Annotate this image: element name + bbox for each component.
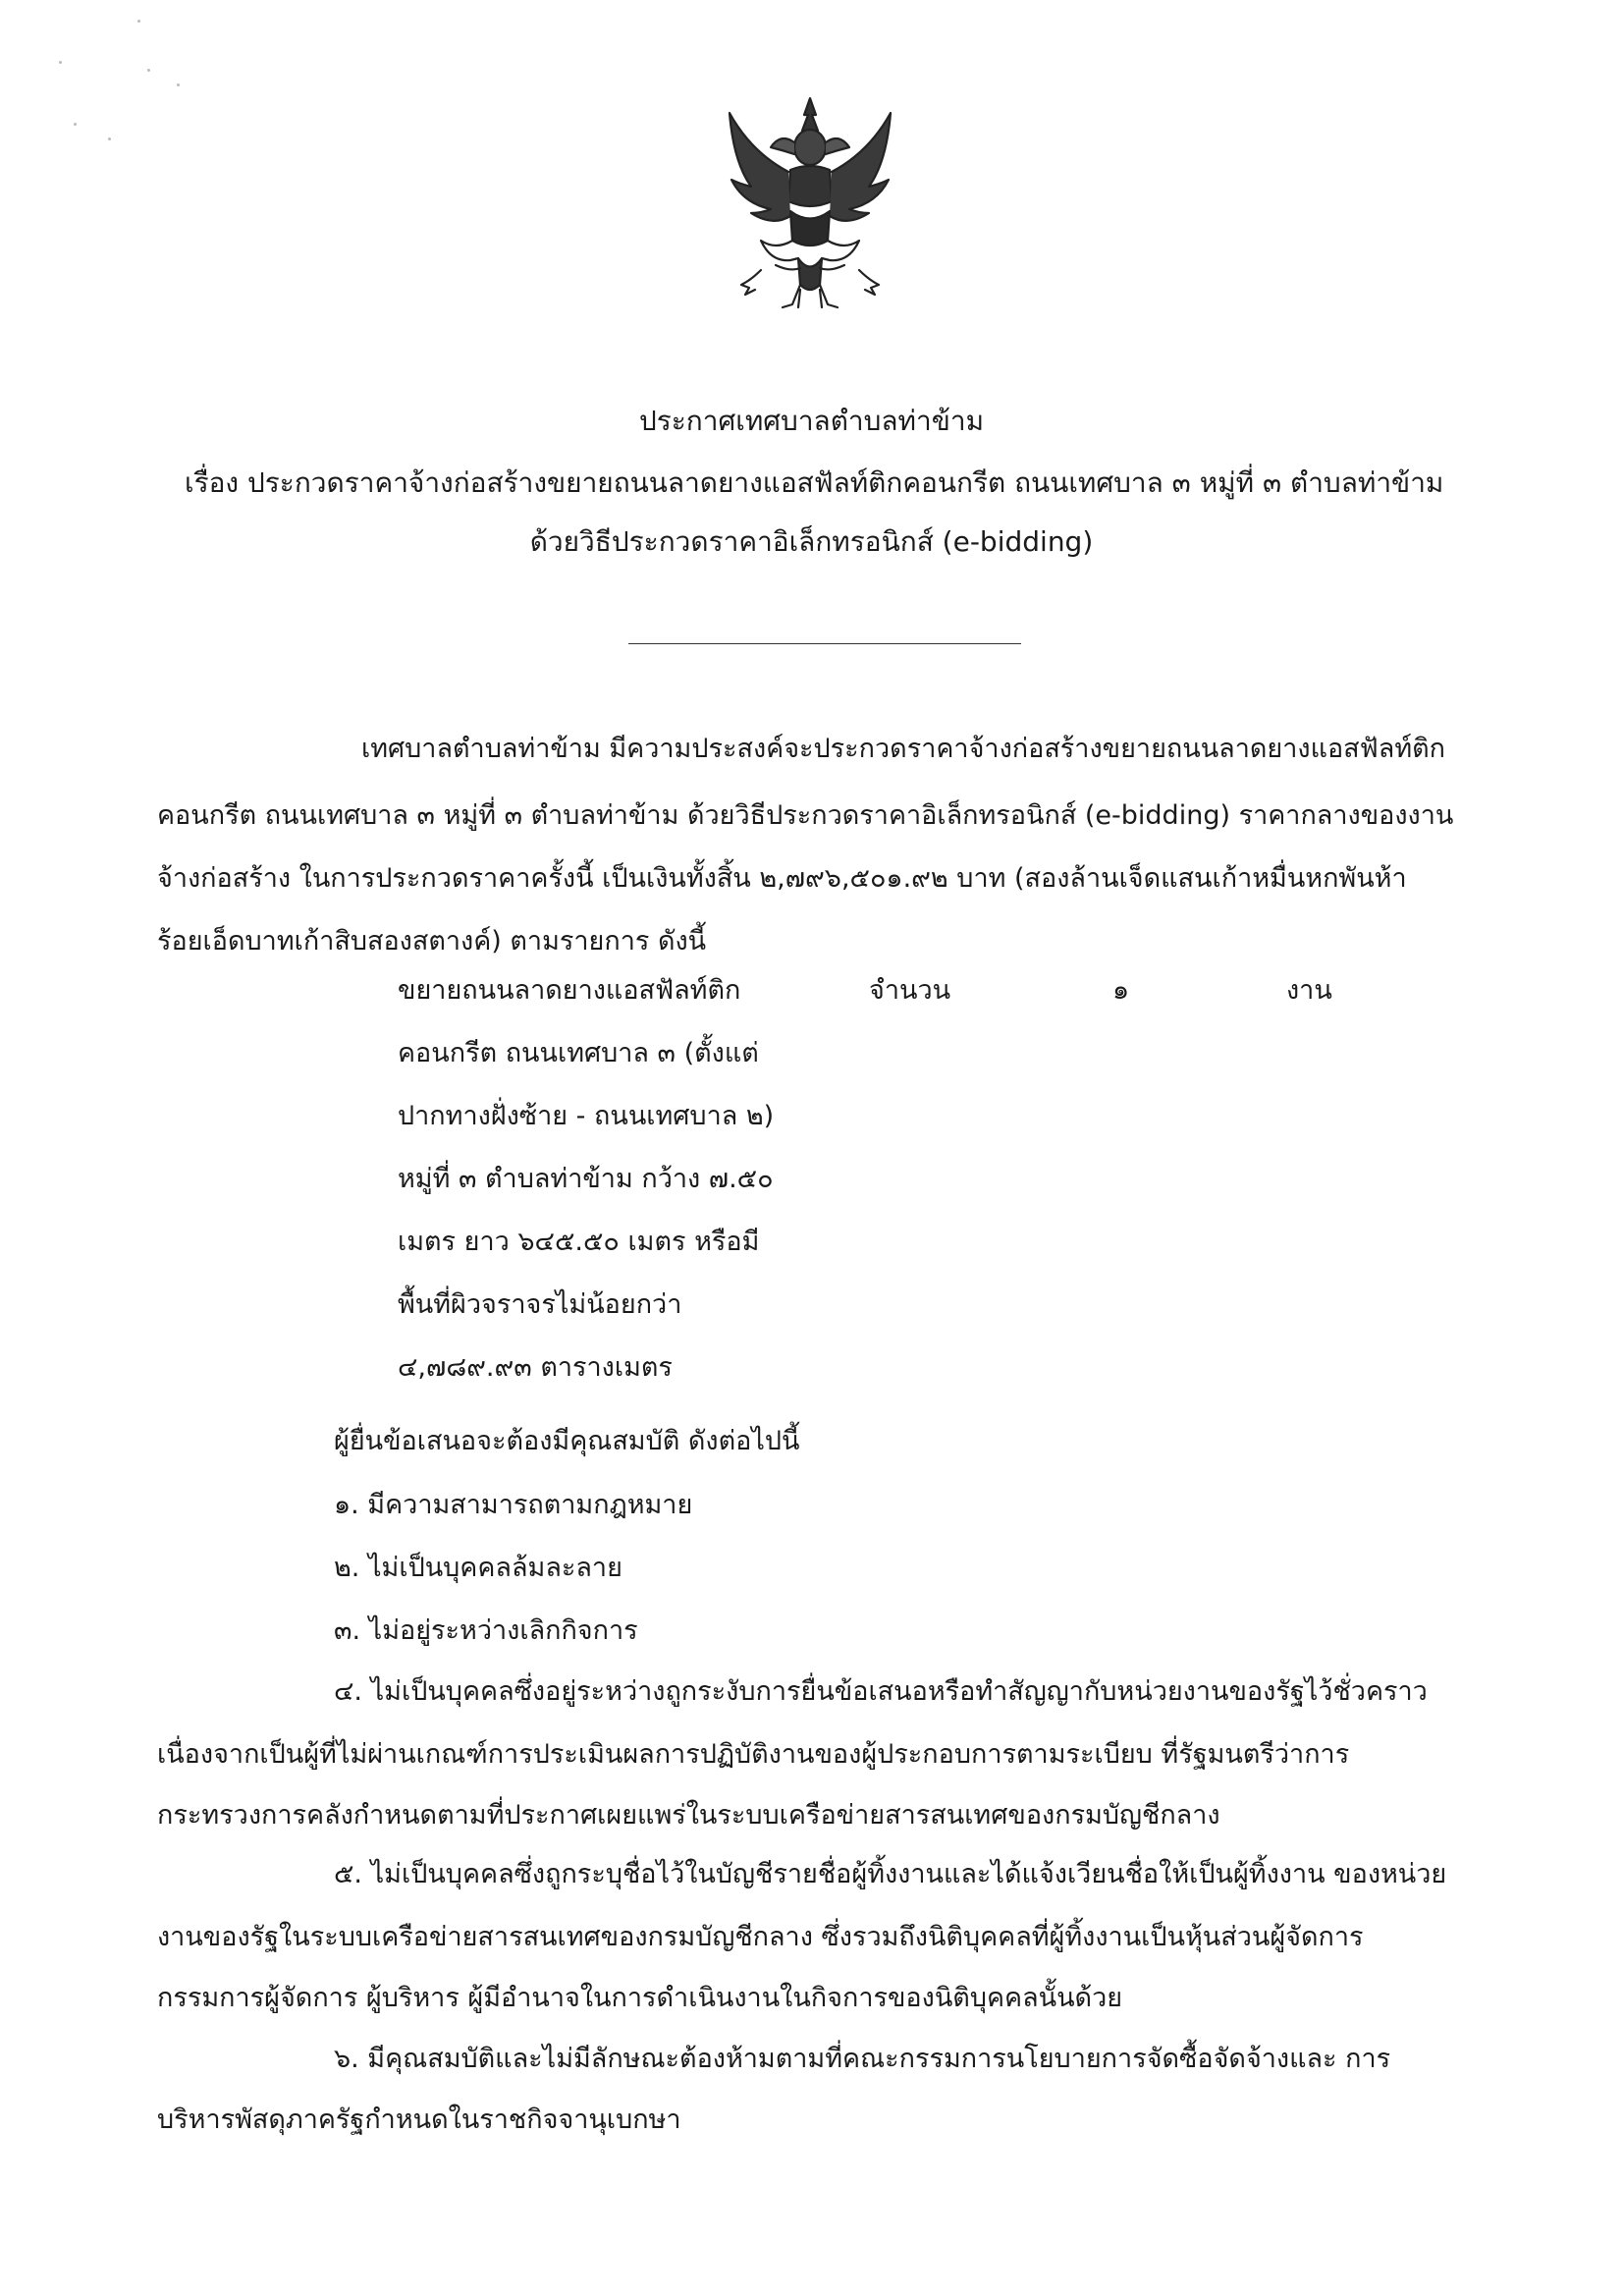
header-divider bbox=[628, 643, 1021, 644]
intro-line-1: เทศบาลตำบลท่าข้าม มีความประสงค์จะประกวดราคาจ้างก่อสร้างขยายถนนลาดยางแอสฟัลท์ติก bbox=[361, 734, 1446, 764]
item-desc-line: พื้นที่ผิวจราจรไม่น้อยกว่า bbox=[398, 1289, 682, 1320]
item-desc-line: ๔,๗๘๙.๙๓ ตารางเมตร bbox=[398, 1352, 673, 1383]
scan-speck bbox=[177, 83, 180, 86]
qualification-3: ๓. ไม่อยู่ระหว่างเลิกกิจการ bbox=[334, 1615, 638, 1646]
intro-line-3: จ้างก่อสร้าง ในการประกวดราคาครั้งนี้ เป็นเงินทั้งสิ้น ๒,๗๙๖,๕๐๑.๙๒ บาท (สองล้านเจ็ดแสนเก้าหมื่นหกพันห้า bbox=[157, 863, 1407, 894]
document-subject: เรื่อง ประกวดราคาจ้างก่อสร้างขยายถนนลาดยางแอสฟัลท์ติกคอนกรีต ถนนเทศบาล ๓ หมู่ที่ ๓ ตำบลท่าข้าม bbox=[185, 466, 1444, 499]
procurement-method: ด้วยวิธีประกวดราคาอิเล็กทรอนิกส์ (e-bidding) bbox=[529, 525, 1094, 558]
item-desc-line: ปากทางฝั่งซ้าย - ถนนเทศบาล ๒) bbox=[398, 1101, 775, 1131]
scan-speck bbox=[147, 69, 150, 72]
item-desc-line: ขยายถนนลาดยางแอสฟัลท์ติก bbox=[398, 975, 741, 1006]
qualification-6-line-1: ๖. มีคุณสมบัติและไม่มีลักษณะต้องห้ามตามที่คณะกรรมการนโยบายการจัดซื้อจัดจ้างและ การ bbox=[334, 2044, 1391, 2074]
scan-speck bbox=[74, 123, 77, 126]
item-desc-line: คอนกรีต ถนนเทศบาล ๓ (ตั้งแต่ bbox=[398, 1038, 759, 1068]
garuda-emblem-icon bbox=[722, 93, 898, 314]
scan-speck bbox=[59, 61, 62, 64]
qualification-2: ๒. ไม่เป็นบุคคลล้มละลาย bbox=[334, 1553, 622, 1583]
quantity-unit: งาน bbox=[1286, 975, 1332, 1006]
qualification-4-line-3: กระทรวงการคลังกำหนดตามที่ประกาศเผยแพร่ในระบบเครือข่ายสารสนเทศของกรมบัญชีกลาง bbox=[157, 1800, 1220, 1831]
scan-speck bbox=[108, 137, 111, 140]
qualification-1: ๑. มีความสามารถตามกฎหมาย bbox=[334, 1490, 693, 1520]
quantity-value: ๑ bbox=[1112, 975, 1130, 1006]
qualification-4-line-1: ๔. ไม่เป็นบุคคลซึ่งอยู่ระหว่างถูกระงับการยื่นข้อเสนอหรือทำสัญญากับหน่วยงานของรัฐไว้ชั่วคราว bbox=[334, 1676, 1428, 1707]
document-title: ประกาศเทศบาลตำบลท่าข้าม bbox=[638, 405, 985, 437]
qualifications-heading: ผู้ยื่นข้อเสนอจะต้องมีคุณสมบัติ ดังต่อไปนี้ bbox=[334, 1426, 800, 1456]
scan-speck bbox=[137, 20, 140, 23]
qualification-6-line-2: บริหารพัสดุภาครัฐกำหนดในราชกิจจานุเบกษา bbox=[157, 2105, 681, 2135]
qualification-5-line-2: งานของรัฐในระบบเครือข่ายสารสนเทศของกรมบัญชีกลาง ซึ่งรวมถึงนิติบุคคลที่ผู้ทิ้งงานเป็นหุ้นส่วนผู้จัดการ bbox=[157, 1922, 1364, 1952]
qualification-5-line-3: กรรมการผู้จัดการ ผู้บริหาร ผู้มีอำนาจในการดำเนินงานในกิจการของนิติบุคคลนั้นด้วย bbox=[157, 1983, 1123, 2013]
item-desc-line: เมตร ยาว ๖๔๕.๕๐ เมตร หรือมี bbox=[398, 1227, 760, 1257]
item-desc-line: หมู่ที่ ๓ ตำบลท่าข้าม กว้าง ๗.๕๐ bbox=[398, 1164, 774, 1194]
intro-line-2: คอนกรีต ถนนเทศบาล ๓ หมู่ที่ ๓ ตำบลท่าข้าม ด้วยวิธีประกวดราคาอิเล็กทรอนิกส์ (e-bidding) ราคากลางของงาน bbox=[157, 800, 1454, 831]
intro-line-4: ร้อยเอ็ดบาทเก้าสิบสองสตางค์) ตามรายการ ดังนี้ bbox=[157, 926, 707, 957]
qualification-5-line-1: ๕. ไม่เป็นบุคคลซึ่งถูกระบุชื่อไว้ในบัญชีรายชื่อผู้ทิ้งงานและได้แจ้งเวียนชื่อให้เป็นผู้ทิ้งงาน ของหน่วย bbox=[334, 1859, 1447, 1889]
qualification-4-line-2: เนื่องจากเป็นผู้ที่ไม่ผ่านเกณฑ์การประเมินผลการปฏิบัติงานของผู้ประกอบการตามระเบียบ ที่รัฐมนตรีว่าการ bbox=[157, 1739, 1350, 1770]
quantity-label: จำนวน bbox=[869, 975, 951, 1006]
